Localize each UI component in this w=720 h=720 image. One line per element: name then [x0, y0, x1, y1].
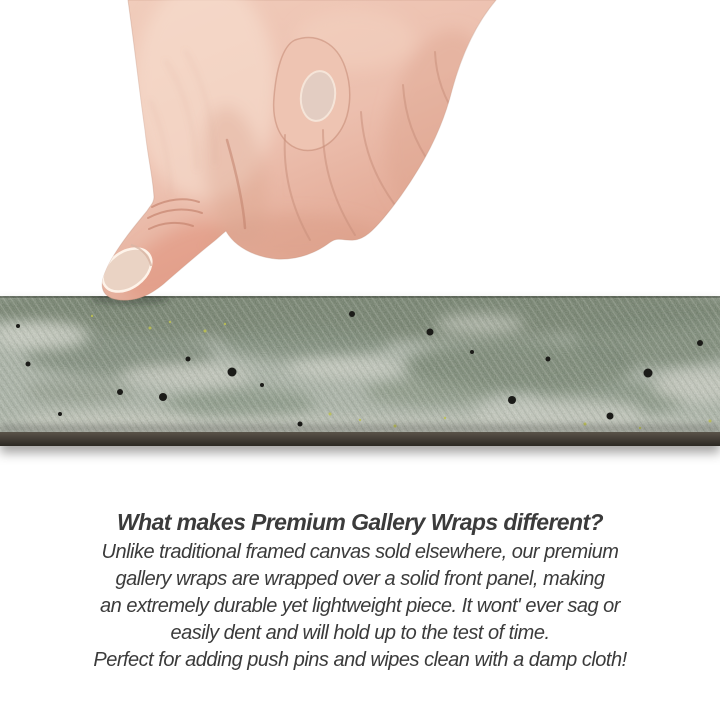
info-line: easily dent and will hold up to the test of time.: [170, 622, 550, 644]
info-line: gallery wraps are wrapped over a solid front panel, making: [115, 568, 605, 590]
canvas-strip-photo: [0, 296, 720, 446]
info-heading: What makes Premium Gallery Wraps different?: [117, 509, 603, 535]
hand-photo: [55, 0, 500, 302]
info-text-block: [0, 505, 720, 674]
info-line: an extremely durable yet lightweight piece. It wont' ever sag or: [100, 595, 620, 617]
info-line: Unlike traditional framed canvas sold elsewhere, our premium: [101, 541, 619, 563]
info-line: Perfect for adding push pins and wipes clean with a damp cloth!: [93, 649, 627, 671]
canvas-texture: [0, 296, 720, 446]
